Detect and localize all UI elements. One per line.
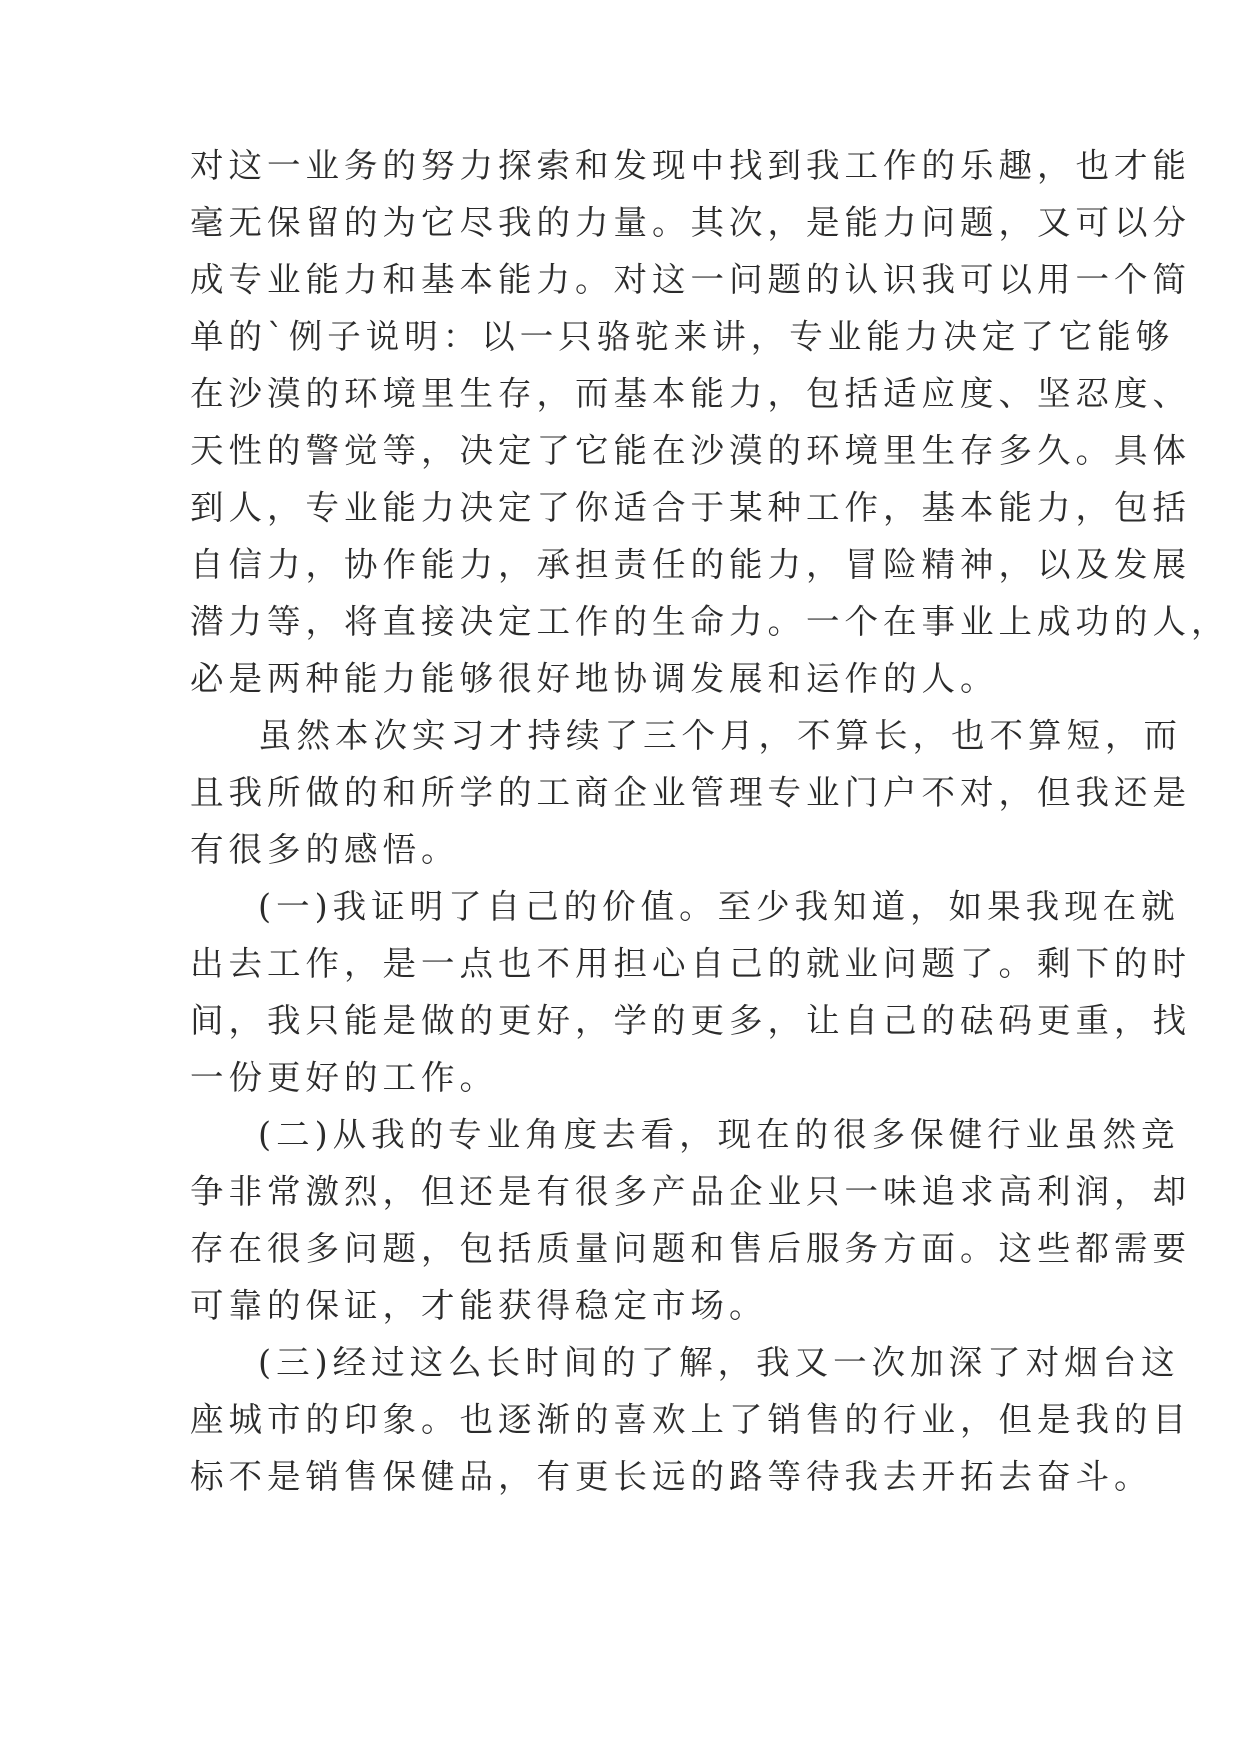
text-line: (一)我证明了自己的价值。至少我知道，如果我现在就 xyxy=(258,887,1180,926)
text-line: 且我所做的和所学的工商企业管理专业门户不对，但我还是 xyxy=(190,773,1191,812)
text-line: 标不是销售保健品，有更长远的路等待我去开拓去奋斗。 xyxy=(190,1457,1153,1496)
text-line: 到人，专业能力决定了你适合于某种工作，基本能力，包括 xyxy=(190,488,1191,527)
text-line: 天性的警觉等，决定了它能在沙漠的环境里生存多久。具体 xyxy=(190,431,1191,470)
text-line: 有很多的感悟。 xyxy=(190,830,460,869)
text-line: 毫无保留的为它尽我的力量。其次，是能力问题，又可以分 xyxy=(190,203,1191,242)
text-line: 存在很多问题，包括质量问题和售后服务方面。这些都需要 xyxy=(190,1229,1191,1268)
text-line: 虽然本次实习才持续了三个月，不算长，也不算短，而 xyxy=(258,716,1182,755)
text-line: 必是两种能力能够很好地协调发展和运作的人。 xyxy=(190,659,999,698)
text-line: 自信力，协作能力，承担责任的能力，冒险精神，以及发展 xyxy=(190,545,1191,584)
text-line: 争非常激烈，但还是有很多产品企业只一味追求高利润，却 xyxy=(190,1172,1191,1211)
text-line: 间，我只能是做的更好，学的更多，让自己的砝码更重，找 xyxy=(190,1001,1191,1040)
text-line: (二)从我的专业角度去看，现在的很多保健行业虽然竞 xyxy=(258,1115,1180,1154)
text-line: 可靠的保证，才能获得稳定市场。 xyxy=(190,1286,768,1325)
text-line: 在沙漠的环境里生存，而基本能力，包括适应度、坚忍度、 xyxy=(190,374,1191,413)
text-line: 对这一业务的努力探索和发现中找到我工作的乐趣，也才能 xyxy=(190,146,1191,185)
text-line: 潜力等，将直接决定工作的生命力。一个在事业上成功的人， xyxy=(190,602,1230,641)
text-line: 一份更好的工作。 xyxy=(190,1058,498,1097)
text-line: 成专业能力和基本能力。对这一问题的认识我可以用一个简 xyxy=(190,260,1191,299)
text-line: 出去工作，是一点也不用担心自己的就业问题了。剩下的时 xyxy=(190,944,1191,983)
text-line: 座城市的印象。也逐渐的喜欢上了销售的行业，但是我的目 xyxy=(190,1400,1191,1439)
text-line: (三)经过这么长时间的了解，我又一次加深了对烟台这 xyxy=(258,1343,1180,1382)
text-line: 单的`例子说明：以一只骆驼来讲，专业能力决定了它能够 xyxy=(190,317,1175,356)
